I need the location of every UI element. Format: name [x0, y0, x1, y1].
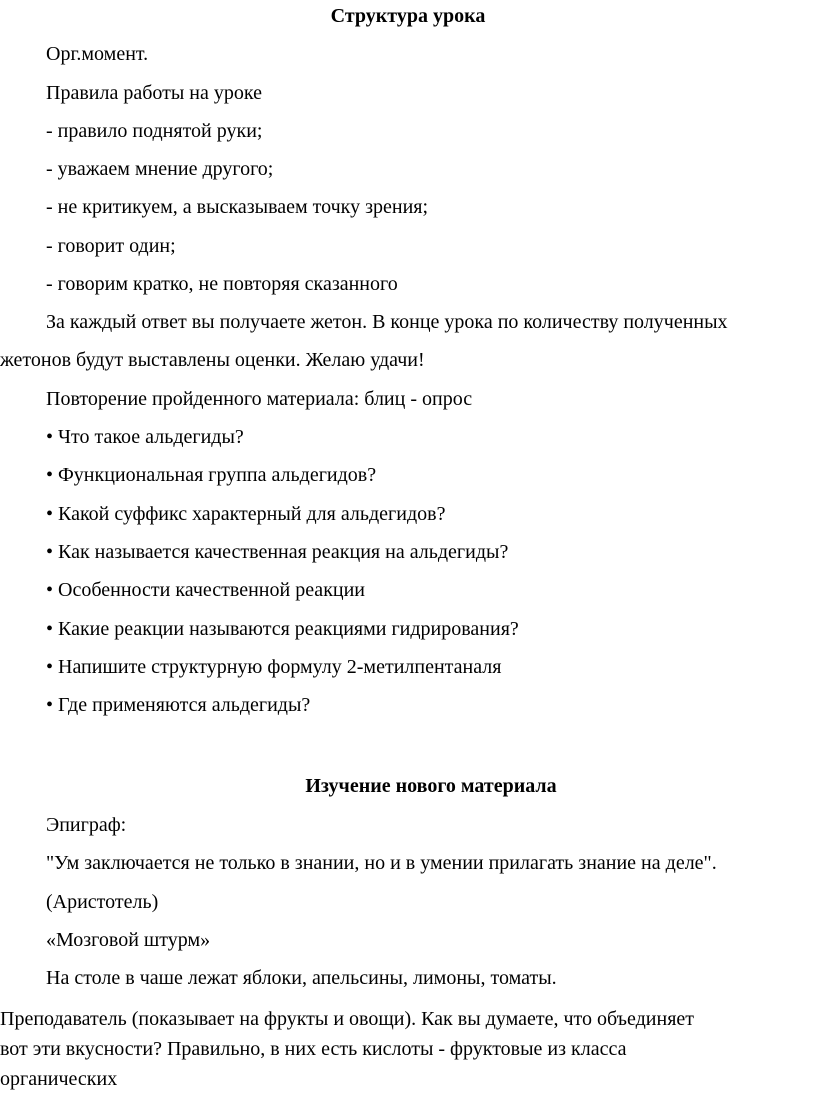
- rule-item: - уважаем мнение другого;: [46, 158, 274, 180]
- teacher-paragraph-line-2: вот эти вкусности? Правильно, в них есть кислоты - фруктовые из класса: [0, 1038, 627, 1060]
- token-paragraph-line-1: За каждый ответ вы получаете жетон. В конце урока по количеству полученных: [46, 311, 728, 333]
- rule-item: - правило поднятой руки;: [46, 120, 263, 142]
- rule-item: - говорит один;: [46, 235, 176, 257]
- question-item: • Где применяются альдегиды?: [46, 694, 311, 716]
- token-paragraph-line-2: жетонов будут выставлены оценки. Желаю удачи!: [0, 349, 425, 371]
- brainstorm-heading: «Мозговой штурм»: [46, 929, 211, 951]
- epigraph-author: (Аристотель): [46, 891, 159, 913]
- epigraph-quote: "Ум заключается не только в знании, но и в умении прилагать знание на деле".: [46, 852, 717, 874]
- rule-item: - говорим кратко, не повторяя сказанного: [46, 273, 398, 295]
- question-item: • Напишите структурную формулу 2-метилпентаналя: [46, 656, 502, 678]
- question-item: • Функциональная группа альдегидов?: [46, 464, 377, 486]
- rule-item: - не критикуем, а высказываем точку зрения;: [46, 196, 429, 218]
- rules-heading: Правила работы на уроке: [46, 82, 262, 104]
- question-item: • Что такое альдегиды?: [46, 426, 244, 448]
- question-item: • Особенности качественной реакции: [46, 579, 366, 601]
- question-item: • Как называется качественная реакция на альдегиды?: [46, 541, 509, 563]
- question-item: • Какие реакции называются реакциями гидрирования?: [46, 618, 519, 640]
- teacher-paragraph-line-1: Преподаватель (показывает на фрукты и овощи). Как вы думаете, что объединяет: [0, 1008, 695, 1030]
- review-heading: Повторение пройденного материала: блиц - опрос: [46, 388, 473, 410]
- bowl-line: На столе в чаше лежат яблоки, апельсины, лимоны, томаты.: [46, 967, 557, 989]
- teacher-paragraph-line-3: органических: [0, 1068, 118, 1090]
- org-moment-line: Орг.момент.: [46, 43, 149, 65]
- epigraph-label: Эпиграф:: [46, 814, 127, 836]
- section-title: Изучение нового материала: [305, 775, 557, 797]
- question-item: • Какой суффикс характерный для альдегидов?: [46, 503, 446, 525]
- page-title: Структура урока: [330, 5, 486, 27]
